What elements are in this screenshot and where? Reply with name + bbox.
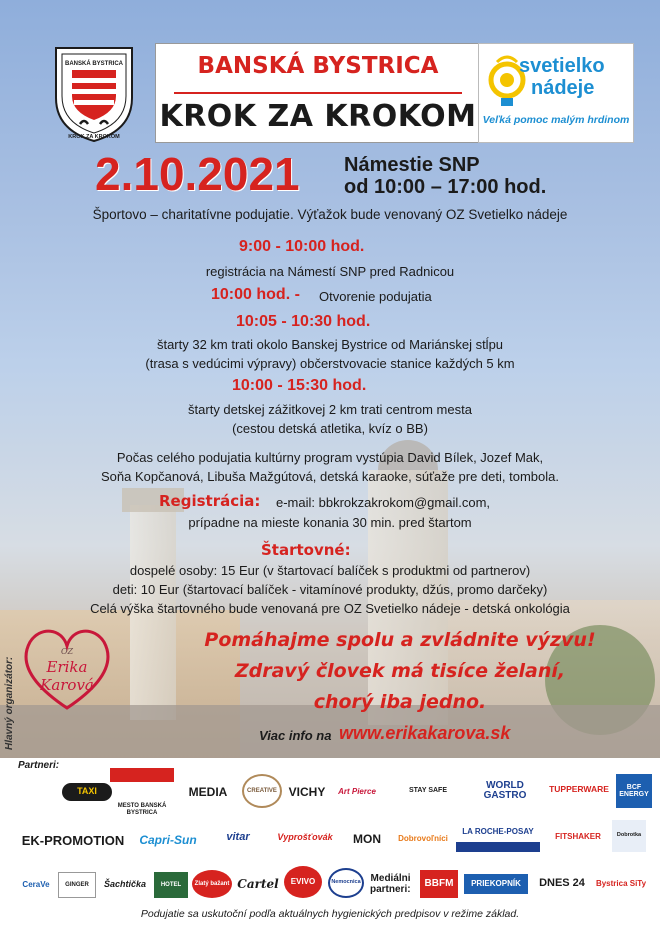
schedule-text-4b: (cestou detská atletika, kvíz o BB) [232,421,428,436]
heart-logo [18,622,116,714]
svetielko-tagline: Veľká pomoc malým hrdinom [482,114,630,126]
svetielko-nadeje-logo [478,43,634,143]
partner-logo-bystrica-sity: Bystrica SiTy [595,878,647,888]
program-line-2: Soňa Kopčanová, Libuša Mažgútová, detská karaoke, súťaže pre deti, tombola. [101,469,559,484]
schedule-text-2: Otvorenie podujatia [319,289,432,304]
partner-logo-art-pierce: Art Pierce [338,786,376,796]
partner-logo-ek-promotion: EK-PROMOTION [21,833,125,849]
event-hours: od 10:00 – 17:00 hod. [344,176,547,198]
web-link[interactable]: www.erikakarova.sk [339,723,511,743]
partner-logo-priekopnik: PRIEKOPNÍK [464,874,528,894]
banska-bystrica-crest-logo [50,44,138,143]
media-partners-label-2: partneri: [370,884,411,895]
media-partners-label [370,873,411,895]
bb-logo-top-text: BANSKÁ BYSTRICA [64,61,124,67]
schedule-text-4a: štarty detskej zážitkovej 2 km trati centrom mesta [188,402,472,417]
fee-note: Celá výška štartovného bude venovaná pre OZ Svetielko nádeje - detská onkológia [90,601,570,616]
partner-logo-ginger: GINGER [58,872,96,898]
partner-logo-dnes24: DNES 24 [539,877,585,890]
partner-logo-bbfm: BBFM [420,870,458,898]
partner-logo-vichy: VICHY [288,784,326,799]
partner-logo-nemocnica: Nemocnica [328,868,364,898]
footer-note: Podujatie sa uskutoční podľa aktuálnych hygienických predpisov v režime základ. [140,908,520,920]
partner-logo-fitshaker: FITSHAKER [555,831,601,841]
title-line-2: KROK ZA KROKOM [159,99,477,134]
organizer-label: Hlavný organizátor: [4,656,15,750]
partner-logo-creative: CREATIVE [242,774,282,808]
schedule-text-3b: (trasa s vedúcimi výpravy) občerstvovacie stanice každých 5 km [145,356,515,371]
bb-logo-bottom-text: KROK ZA KROKOM [68,134,120,140]
slogan-2: Zdravý človek má tisíce želaní, [234,660,566,682]
slogan-1: Pomáhajme spolu a zvládnite výzvu! [204,629,596,651]
partner-logo-dobrovolnici: Dobrovoľníci [398,833,448,843]
svetielko-name-line-1: svetielko [519,55,605,77]
fee-adults: dospelé osoby: 15 Eur (v štartovací balíček s produktmi od partnerov) [129,563,531,578]
partner-logo-vitar: vitar [226,831,250,844]
title-box [155,43,481,143]
organizer-prefix: OZ [60,647,74,656]
schedule-text-3a: štarty 32 km trati okolo Banskej Bystrice od Mariánskej stĺpu [156,337,504,352]
partner-logo-capri-sun: Capri-Sun [139,832,197,847]
partner-logo-world-gastro: WORLD GASTRO [483,779,527,801]
partner-logo-cerave: CeraVe [22,879,50,889]
schedule-time-4: 10:00 - 15:30 hod. [232,377,367,394]
event-date: 2.10.2021 [95,148,300,200]
slogan-3: chorý iba jedno. [313,691,487,713]
event-subtitle: Športovo – charitatívne podujatie. Výťažok bude venovaný OZ Svetielko nádeje [92,207,568,222]
schedule-text-1: registrácia na Námestí SNP pred Radnicou [205,264,455,279]
event-venue: Námestie SNP [344,154,480,176]
title-line-1: BANSKÁ BYSTRICA [197,53,439,79]
partner-logo-dobrotka: Dobrotka [612,820,646,852]
program-line-1: Počas celého podujatia kultúrny program vystúpia David Bílek, Jozef Mak, [116,450,544,465]
registration-email: e-mail: bbkrokzakrokom@gmail.com, [276,495,491,510]
partner-logo-sachticka: Šachtička [103,879,147,890]
partner-logo-taxi: TAXI [62,783,112,801]
organizer-name-2: Karová [40,676,94,694]
fees-label: Štartovné: [261,541,351,559]
partner-logo-evivo: EVIVO [284,866,322,898]
partner-logo-media: MEDIA [188,784,228,799]
partner-logo-vyprostovak: Vyprošťovák [277,832,333,843]
partner-logo-mon: MON [353,831,381,846]
partners-label: Partneri: [18,760,60,771]
media-partners-label-1: Mediálni [370,873,411,884]
schedule-time-1: 9:00 - 10:00 hod. [239,238,365,255]
schedule-time-2: 10:00 hod. - [211,286,300,303]
registration-label: Registrácia: [159,492,261,510]
schedule-time-3: 10:05 - 10:30 hod. [236,313,371,330]
partner-logo-stay-safe: STAY SAFE [409,787,447,795]
svetielko-name-line-2: nádeje [531,77,595,99]
partner-logo-mesto-bb: MESTO BANSKÁ BYSTRICA [110,768,174,816]
partner-logo-bcf-energy: BCF ENERGY [616,774,652,808]
partner-logo-zlaty-bazant: Zlatý bažant [192,870,232,898]
registration-note: prípadne na mieste konania 30 min. pred štartom [188,515,472,530]
web-label: Viac info na [259,728,332,743]
title-divider [174,92,462,94]
fee-kids: deti: 10 Eur (štartovací balíček - vitamínové produkty, džús, promo darčeky) [112,582,548,597]
organizer-name-1: Erika [46,658,88,676]
partner-logo-hotel: HOTEL [154,872,188,898]
partner-logo-tupperware: TUPPERWARE [549,783,609,794]
partner-logo-cartel: Cartel [237,876,279,891]
partner-logo-la-roche-posay: LA ROCHE-POSAY [456,822,540,852]
